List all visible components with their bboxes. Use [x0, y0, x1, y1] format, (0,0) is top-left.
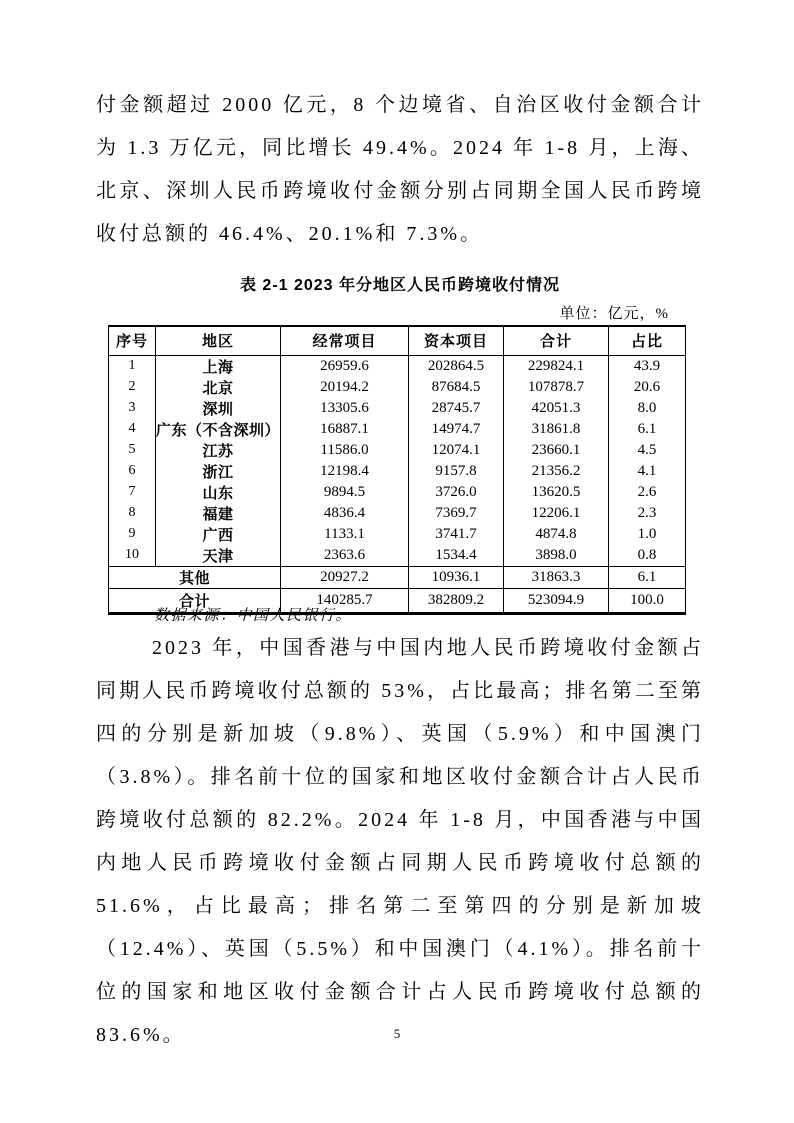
table-title: 表 2-1 2023 年分地区人民币跨境收付情况 [239, 277, 561, 294]
cell-current: 11586.0 [281, 440, 409, 461]
cell-total: 13620.5 [504, 482, 609, 503]
cell-no: 10 [125, 547, 139, 562]
table-row [109, 545, 686, 567]
cell-share: 6.1 [609, 419, 686, 440]
cell-current: 140285.7 [281, 588, 409, 613]
cell-capital: 9157.8 [409, 461, 504, 482]
cell-current: 2363.6 [281, 545, 409, 567]
cell-share: 4.1 [609, 461, 686, 482]
table-row [109, 461, 686, 482]
cell-current: 16887.1 [281, 419, 409, 440]
table-unit-note: 单位：亿元，% [559, 306, 669, 322]
col-header-current: 经常项目 [281, 326, 409, 355]
cell-capital: 14974.7 [409, 419, 504, 440]
cell-no: 9 [128, 526, 136, 541]
cell-share: 0.8 [609, 545, 686, 567]
cell-share: 6.1 [609, 566, 686, 588]
cell-no: 8 [128, 505, 136, 520]
cell-region: 深圳 [156, 398, 281, 419]
cell-no: 3 [128, 400, 136, 415]
cell-region: 福建 [156, 503, 281, 524]
cell-capital: 1534.4 [409, 545, 504, 567]
cell-total: 23660.1 [504, 440, 609, 461]
cell-capital: 382809.2 [409, 588, 504, 613]
col-header-share: 占比 [609, 326, 686, 355]
cell-no: 1 [128, 358, 136, 373]
cell-region: 浙江 [156, 461, 281, 482]
cell-share: 8.0 [609, 398, 686, 419]
cell-region: 江苏 [156, 440, 281, 461]
cell-share: 4.5 [609, 440, 686, 461]
cell-current: 26959.6 [281, 355, 409, 377]
table-row [109, 482, 686, 503]
table-row [109, 524, 686, 545]
table-header-row [109, 326, 686, 355]
cell-region: 天津 [156, 545, 281, 567]
cell-no: 2 [128, 379, 136, 394]
cell-total: 12206.1 [504, 503, 609, 524]
data-source-note: 数据来源：中国人民银行。 [154, 608, 353, 624]
col-header-total: 合计 [504, 326, 609, 355]
cell-region: 上海 [156, 355, 281, 377]
col-header-region: 地区 [156, 326, 281, 355]
table-row [109, 440, 686, 461]
body-paragraph-top: 付金额超过 2000 亿元，8 个边境省、自治区收付金额合计为 1.3 万亿元，同比增长 49.4%。2024 年 1-8 月，上海、北京、深圳人民币跨境收付金额分别占同期全国人民币跨境收付总额的 46.4%、20.1%和 7.3%。 [96, 94, 704, 245]
cell-capital: 3726.0 [409, 482, 504, 503]
col-header-no: 序号 [109, 326, 156, 355]
cell-share: 20.6 [609, 377, 686, 398]
cell-capital: 3741.7 [409, 524, 504, 545]
page-number: 5 [393, 1026, 401, 1041]
cell-region: 北京 [156, 377, 281, 398]
table-row-other [109, 566, 686, 588]
cell-total: 31863.3 [504, 566, 609, 588]
regional-payments-table [108, 325, 686, 615]
cell-no: 4 [128, 421, 136, 436]
table-row [109, 503, 686, 524]
cell-current: 1133.1 [281, 524, 409, 545]
cell-label: 合计 [109, 588, 281, 613]
cell-current: 12198.4 [281, 461, 409, 482]
cell-no: 5 [128, 442, 136, 457]
cell-region: 山东 [156, 482, 281, 503]
table-row [109, 355, 686, 377]
cell-total: 42051.3 [504, 398, 609, 419]
col-header-capital: 资本项目 [409, 326, 504, 355]
cell-capital: 12074.1 [409, 440, 504, 461]
table-row [109, 377, 686, 398]
cell-capital: 202864.5 [409, 355, 504, 377]
cell-total: 229824.1 [504, 355, 609, 377]
cell-current: 9894.5 [281, 482, 409, 503]
cell-capital: 87684.5 [409, 377, 504, 398]
cell-share: 100.0 [609, 588, 686, 613]
cell-current: 4836.4 [281, 503, 409, 524]
cell-current: 20927.2 [281, 566, 409, 588]
table-row [109, 419, 686, 440]
table-body [109, 355, 686, 566]
cell-share: 43.9 [609, 355, 686, 377]
cell-capital: 7369.7 [409, 503, 504, 524]
cell-no: 7 [128, 484, 136, 499]
cell-total: 107878.7 [504, 377, 609, 398]
cell-total: 523094.9 [504, 588, 609, 613]
cell-capital: 28745.7 [409, 398, 504, 419]
cell-share: 2.3 [609, 503, 686, 524]
cell-total: 4874.8 [504, 524, 609, 545]
cell-no: 6 [128, 463, 136, 478]
cell-current: 20194.2 [281, 377, 409, 398]
cell-share: 2.6 [609, 482, 686, 503]
cell-current: 13305.6 [281, 398, 409, 419]
cell-total: 31861.8 [504, 419, 609, 440]
cell-region: 广东（不含深圳） [156, 419, 281, 440]
cell-region: 广西 [156, 524, 281, 545]
table-row [109, 398, 686, 419]
cell-label: 其他 [109, 566, 281, 588]
cell-share: 1.0 [609, 524, 686, 545]
cell-total: 3898.0 [504, 545, 609, 567]
cell-total: 21356.2 [504, 461, 609, 482]
body-paragraph-bottom: 2023 年，中国香港与中国内地人民币跨境收付金额占同期人民币跨境收付总额的 53%，占比最高；排名第二至第四的分别是新加坡（9.8%）、英国（5.9%）和中国澳门（3.8%）。排名前十位的国家和地区收付金额合计占人民币跨境收付总额的 82.2%。2024 年 1-8 月，中国香港与中国内地人民币跨境收付金额占同期人民币跨境收付总额的 51.6%，占比最高；排名第二至第四的分别是新加坡（12.4%）、英国（5.5%）和中国澳门（4.1%）。排名前十位的国家和地区收付金额合计占人民币跨境收付总额的 83.6%。 [96, 637, 704, 1046]
cell-capital: 10936.1 [409, 566, 504, 588]
